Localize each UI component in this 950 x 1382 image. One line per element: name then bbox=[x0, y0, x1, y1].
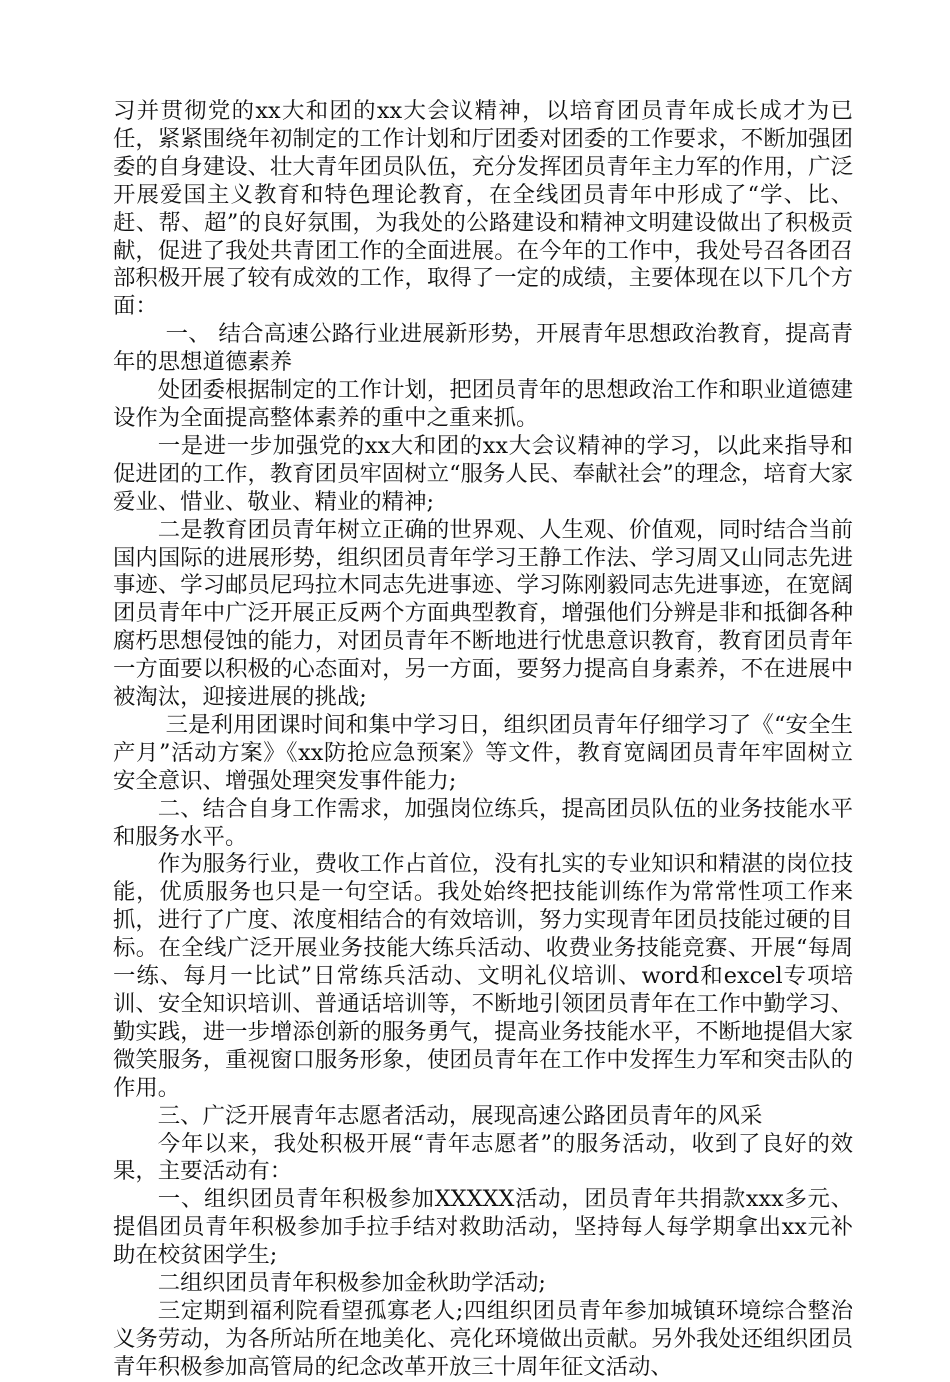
paragraph: 一、组织团员青年积极参加XXXXX活动，团员青年共捐款xxx多元、提倡团员青年积极参加手拉手结对救助活动，坚持每人每学期拿出xx元补助在校贫困学生; bbox=[113, 1186, 853, 1269]
paragraph: 今年以来，我处积极开展“青年志愿者”的服务活动，收到了良好的效果，主要活动有： bbox=[113, 1130, 853, 1185]
paragraph: 处团委根据制定的工作计划，把团员青年的思想政治工作和职业道德建设作为全面提高整体素养的重中之重来抓。 bbox=[113, 377, 853, 431]
paragraph: 二是教育团员青年树立正确的世界观、人生观、价值观，同时结合当前国内国际的进展形势，组织团员青年学习王静工作法、学习周又山同志先进事迹、学习邮员尼玛拉木同志先进事迹、学习陈刚毅同志先进事迹，在宽阔团员青年中广泛开展正反两个方面典型教育，增强他们分辨是非和抵御各种腐朽思想侵蚀的能力，对团员青年不断地进行忧患意识教育，教育团员青年一方面要以积极的心态面对，另一方面，要努力提高自身素养，不在进展中被淘汰，迎接进展的挑战; bbox=[113, 516, 853, 711]
paragraph-intro: 习并贯彻党的xx大和团的xx大会议精神，以培育团员青年成长成才为已任，紧紧围绕年初制定的工作计划和厅团委对团委的工作要求，不断加强团委的自身建设、壮大青年团员队伍，充分发挥团员青年主力军的作用，广泛开展爱国主义教育和特色理论教育，在全线团员青年中形成了“学、比、赶、帮、超”的良好氛围，为我处的公路建设和精神文明建设做出了积极贡献，促进了我处共青团工作的全面进展。在今年的工作中，我处号召各团召部积极开展了较有成效的工作，取得了一定的成绩，主要体现在以下几个方面： bbox=[113, 98, 853, 320]
document-body bbox=[113, 98, 853, 1382]
paragraph: 三定期到福利院看望孤寡老人;四组织团员青年参加城镇环境综合整治义务劳动，为各所站所在地美化、亮化环境做出贡献。另外我处还组织团员青年积极参加高管局的纪念改革开放三十周年征文活动、 bbox=[113, 1297, 853, 1380]
section-heading-2: 二、结合自身工作需求，加强岗位练兵，提高团员队伍的业务技能水平和服务水平。 bbox=[113, 795, 853, 850]
paragraph: 作为服务行业，费收工作占首位，没有扎实的专业知识和精湛的岗位技能，优质服务也只是一句空话。我处始终把技能训练作为常常性项工作来抓，进行了广度、浓度相结合的有效培训，努力实现青年团员技能过硬的目标。在全线广泛开展业务技能大练兵活动、收费业务技能竞赛、开展“每周一练、每月一比试”日常练兵活动、文明礼仪培训、word和excel专项培训、安全知识培训、普通话培训等，不断地引领团员青年在工作中勤学习、勤实践，进一步增添创新的服务勇气，提高业务技能水平，不断地提倡大家微笑服务，重视窗口服务形象，使团员青年在工作中发挥生力军和突击队的作用。 bbox=[113, 851, 853, 1101]
section-heading-3: 三、广泛开展青年志愿者活动，展现高速公路团员青年的风采 bbox=[157, 1102, 763, 1129]
paragraph: 三是利用团课时间和集中学习日，组织团员青年仔细学习了《“安全生产月”活动方案》《xx防抢应急预案》等文件，教育宽阔团员青年牢固树立安全意识、增强处理突发事件能力; bbox=[113, 711, 853, 794]
paragraph: 二组织团员青年积极参加金秋助学活动; bbox=[157, 1270, 546, 1297]
section-heading-1: 一、 结合高速公路行业进展新形势，开展青年思想政治教育，提高青年的思想道德素养 bbox=[113, 321, 853, 376]
paragraph: 一是进一步加强党的xx大和团的xx大会议精神的学习，以此来指导和促进团的工作，教育团员牢固树立“服务人民、奉献社会”的理念，培育大家爱业、惜业、敬业、精业的精神; bbox=[113, 432, 853, 515]
